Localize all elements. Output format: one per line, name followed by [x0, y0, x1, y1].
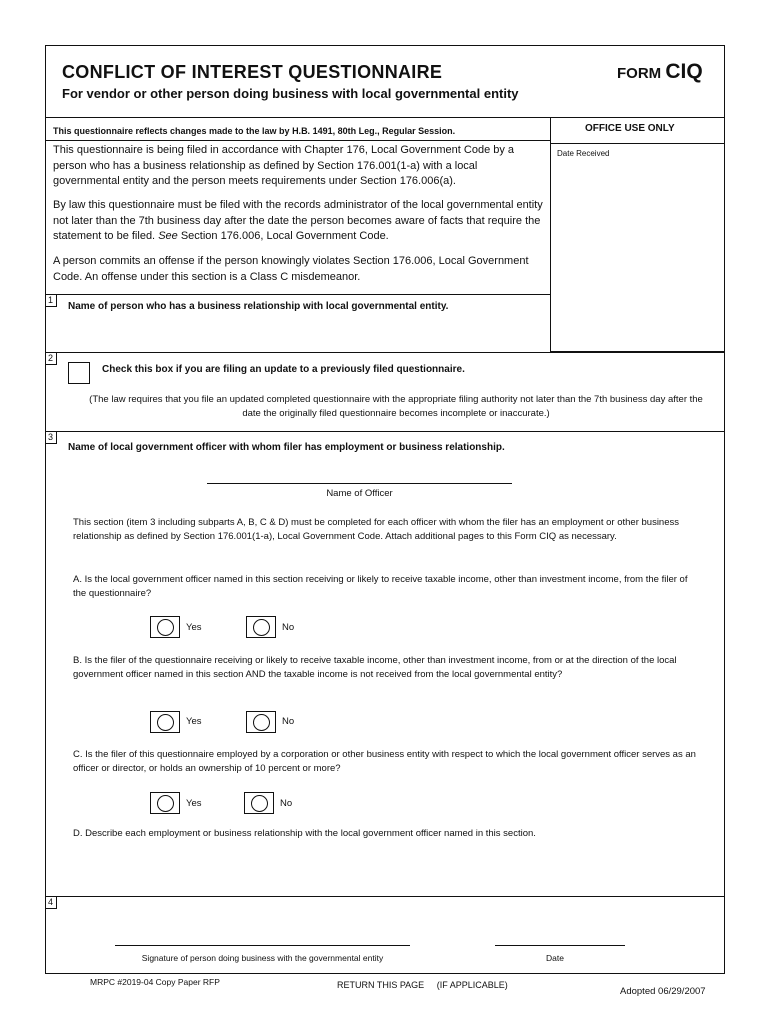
section1-divider: [45, 294, 550, 295]
form-code-ciq: CIQ: [665, 60, 703, 83]
question-b: B. Is the filer of the questionnaire receiving or likely to receive taxable income, other than investment income, from or at the direction of the local government officer named in this section AND the taxable income is not received from the local governmental entity?: [73, 655, 677, 680]
signature-line[interactable]: [115, 945, 410, 946]
section1-number: 1: [45, 294, 57, 307]
footer-adopted: Adopted 06/29/2007: [620, 986, 706, 997]
section2-number: 2: [45, 352, 57, 365]
question-d-field[interactable]: [70, 845, 710, 893]
section4-divider: [45, 896, 725, 897]
intro-paragraph-1: This questionnaire is being filed in accordance with Chapter 176, Local Government Code by a person who has a business relationship as defined by Section 176.001(1-a) with a local governmental entity and the person meets requirements under Section 176.006(a).: [53, 144, 515, 187]
question-c: C. Is the filer of this questionnaire employed by a corporation or other business entity with respect to which the local government officer serves as an officer or director, or holds an ownership of 10 percent or more?: [73, 749, 696, 774]
section4-number: 4: [45, 896, 57, 909]
question-d: D. Describe each employment or business relationship with the local government officer named in this section.: [73, 828, 536, 839]
office-use-heading: OFFICE USE ONLY: [585, 123, 675, 134]
form-label: FORM: [617, 65, 662, 82]
section1-name-field[interactable]: [60, 318, 545, 348]
form-subtitle: For vendor or other person doing business with local governmental entity: [62, 86, 519, 101]
question-b-no-radio[interactable]: [246, 711, 276, 733]
date-line[interactable]: [495, 945, 625, 946]
section3-number: 3: [45, 431, 57, 444]
law-note-divider: [45, 140, 550, 141]
intro-paragraph-2-ref: Section 176.006, Local Government Code.: [180, 230, 389, 242]
section3-label: Name of local government officer with whom filer has employment or business relationship.: [68, 442, 505, 453]
footer-return: RETURN THIS PAGE: [337, 980, 425, 990]
question-c-no-radio[interactable]: [244, 792, 274, 814]
section3-instructions: This section (item 3 including subparts A, B, C & D) must be completed for each officer with whom the filer has an employment or other business relationship as defined by Section 176.001(1-a), Local Government Code. Attach additional pages to this Form CIQ as necessary.: [73, 517, 679, 542]
section2-note: (The law requires that you file an updated completed questionnaire with the appropriate filing authority not later than the 7th business day after the date the originally filed questionnaire becomes incomplete or inaccurate.): [89, 394, 703, 419]
question-a-yes-label: Yes: [186, 622, 202, 633]
question-c-yes-radio[interactable]: [150, 792, 180, 814]
footer-center: [337, 980, 508, 990]
question-a-no-radio[interactable]: [246, 616, 276, 638]
intro-paragraph-2: [53, 198, 543, 245]
intro-paragraph-2-see: See: [158, 230, 178, 242]
question-b-yes-label: Yes: [186, 716, 202, 727]
date-caption: Date: [546, 953, 564, 963]
law-note: This questionnaire reflects changes made to the law by H.B. 1491, 80th Leg., Regular Session.: [53, 126, 456, 136]
date-received-label: Date Received: [557, 149, 610, 158]
question-a: A. Is the local government officer named in this section receiving or likely to receive taxable income, other than investment income, from the filer of the questionnaire?: [73, 574, 688, 599]
section2-divider: [45, 352, 725, 353]
office-use-divider: [550, 143, 725, 144]
intro-paragraph-3: A person commits an offense if the person knowingly violates Section 176.006, Local Government Code. An offense under this section is a Class C misdemeanor.: [53, 255, 529, 283]
footer-if-applicable: (IF APPLICABLE): [436, 980, 508, 990]
form-title: CONFLICT OF INTEREST QUESTIONNAIRE: [62, 62, 443, 82]
section1-label: Name of person who has a business relationship with local governmental entity.: [68, 301, 449, 312]
signature-caption: Signature of person doing business with the governmental entity: [141, 953, 384, 963]
section2-label: Check this box if you are filing an update to a previously filed questionnaire.: [102, 364, 465, 375]
question-c-yes-label: Yes: [186, 798, 202, 809]
officer-name-line[interactable]: [207, 483, 512, 484]
footer-left: MRPC #2019-04 Copy Paper RFP: [90, 977, 220, 987]
form-code: [617, 60, 703, 84]
question-a-yes-radio[interactable]: [150, 616, 180, 638]
question-c-no-label: No: [280, 798, 293, 809]
question-a-no-label: No: [282, 622, 295, 633]
update-checkbox[interactable]: [68, 362, 90, 384]
question-b-yes-radio[interactable]: [150, 711, 180, 733]
intro-paragraph-2-text: By law this questionnaire must be filed with the records administrator of the local governmental entity not later than the 7th business day after the date the person becomes aware of facts that require the statement to be filed.: [53, 199, 543, 242]
officer-name-caption: Name of Officer: [326, 488, 393, 499]
question-b-no-label: No: [282, 716, 295, 727]
section3-divider: [45, 431, 725, 432]
